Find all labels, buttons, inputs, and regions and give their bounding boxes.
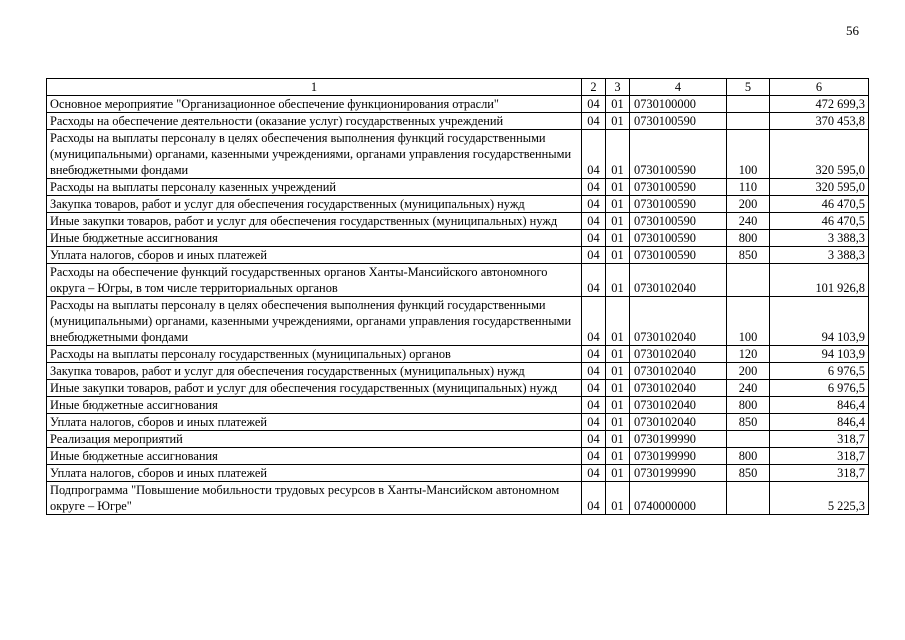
column-number: 3 (606, 79, 630, 96)
expense-type-code: 800 (727, 397, 770, 414)
subsection-code: 01 (606, 196, 630, 213)
column-number: 5 (727, 79, 770, 96)
expense-name: Основное мероприятие "Организационное обеспечение функционирования отрасли" (47, 96, 582, 113)
section-code: 04 (582, 448, 606, 465)
table-row (47, 414, 869, 431)
expense-name: Расходы на выплаты персоналу в целях обеспечения выполнения функций государственными (муниципальными) органами, казенными учреждениями, органами управления государственными внебюджетными фондами (47, 130, 582, 179)
section-code: 04 (582, 482, 606, 515)
expense-name: Реализация мероприятий (47, 431, 582, 448)
table-row (47, 448, 869, 465)
table-row (47, 397, 869, 414)
expense-type-code (727, 264, 770, 297)
subsection-code: 01 (606, 397, 630, 414)
section-code: 04 (582, 130, 606, 179)
target-article-code: 0730102040 (630, 264, 727, 297)
expense-type-code: 110 (727, 179, 770, 196)
section-code: 04 (582, 414, 606, 431)
target-article-code: 0730100590 (630, 179, 727, 196)
expense-name: Расходы на выплаты персоналу государственных (муниципальных) органов (47, 346, 582, 363)
section-code: 04 (582, 297, 606, 346)
subsection-code: 01 (606, 380, 630, 397)
amount: 46 470,5 (770, 196, 869, 213)
amount: 101 926,8 (770, 264, 869, 297)
target-article-code: 0730102040 (630, 397, 727, 414)
amount: 318,7 (770, 448, 869, 465)
expense-type-code: 850 (727, 414, 770, 431)
expense-name: Расходы на обеспечение деятельности (оказание услуг) государственных учреждений (47, 113, 582, 130)
table-row (47, 230, 869, 247)
expense-type-code: 200 (727, 196, 770, 213)
section-code: 04 (582, 96, 606, 113)
expense-type-code: 850 (727, 247, 770, 264)
target-article-code: 0730100590 (630, 196, 727, 213)
target-article-code: 0730102040 (630, 346, 727, 363)
column-number: 6 (770, 79, 869, 96)
subsection-code: 01 (606, 96, 630, 113)
subsection-code: 01 (606, 230, 630, 247)
column-number-row (47, 79, 869, 96)
expense-type-code: 850 (727, 465, 770, 482)
column-number: 2 (582, 79, 606, 96)
subsection-code: 01 (606, 264, 630, 297)
expense-name: Иные бюджетные ассигнования (47, 397, 582, 414)
table-row (47, 465, 869, 482)
section-code: 04 (582, 363, 606, 380)
expense-type-code: 100 (727, 297, 770, 346)
expense-type-code: 240 (727, 213, 770, 230)
amount: 94 103,9 (770, 297, 869, 346)
expense-name: Расходы на выплаты персоналу казенных учреждений (47, 179, 582, 196)
target-article-code: 0730100590 (630, 247, 727, 264)
expense-type-code (727, 113, 770, 130)
table-row (47, 431, 869, 448)
amount: 94 103,9 (770, 346, 869, 363)
section-code: 04 (582, 179, 606, 196)
amount: 318,7 (770, 465, 869, 482)
page-number: 56 (846, 23, 859, 38)
subsection-code: 01 (606, 179, 630, 196)
expense-type-code (727, 96, 770, 113)
section-code: 04 (582, 465, 606, 482)
table-row (47, 346, 869, 363)
expense-name: Расходы на обеспечение функций государственных органов Ханты-Мансийского автономного округа – Югры, в том числе территориальных органов (47, 264, 582, 297)
target-article-code: 0730199990 (630, 465, 727, 482)
target-article-code: 0730199990 (630, 448, 727, 465)
subsection-code: 01 (606, 482, 630, 515)
expense-type-code (727, 482, 770, 515)
subsection-code: 01 (606, 448, 630, 465)
expense-name: Уплата налогов, сборов и иных платежей (47, 465, 582, 482)
section-code: 04 (582, 264, 606, 297)
column-number: 1 (47, 79, 582, 96)
amount: 3 388,3 (770, 230, 869, 247)
section-code: 04 (582, 431, 606, 448)
subsection-code: 01 (606, 247, 630, 264)
target-article-code: 0730100590 (630, 230, 727, 247)
expense-type-code: 120 (727, 346, 770, 363)
expense-type-code: 800 (727, 448, 770, 465)
amount: 3 388,3 (770, 247, 869, 264)
expense-name: Подпрограмма "Повышение мобильности трудовых ресурсов в Ханты-Мансийском автономном округе – Югре" (47, 482, 582, 515)
amount: 320 595,0 (770, 130, 869, 179)
table-row (47, 113, 869, 130)
expense-type-code (727, 431, 770, 448)
expense-name: Уплата налогов, сборов и иных платежей (47, 247, 582, 264)
expense-name: Иные бюджетные ассигнования (47, 448, 582, 465)
amount: 846,4 (770, 414, 869, 431)
target-article-code: 0730102040 (630, 414, 727, 431)
target-article-code: 0730100000 (630, 96, 727, 113)
subsection-code: 01 (606, 363, 630, 380)
section-code: 04 (582, 397, 606, 414)
section-code: 04 (582, 380, 606, 397)
target-article-code: 0730102040 (630, 363, 727, 380)
subsection-code: 01 (606, 414, 630, 431)
subsection-code: 01 (606, 213, 630, 230)
expense-type-code: 240 (727, 380, 770, 397)
amount: 318,7 (770, 431, 869, 448)
subsection-code: 01 (606, 346, 630, 363)
amount: 846,4 (770, 397, 869, 414)
amount: 320 595,0 (770, 179, 869, 196)
amount: 370 453,8 (770, 113, 869, 130)
expense-type-code: 100 (727, 130, 770, 179)
target-article-code: 0730100590 (630, 113, 727, 130)
expense-name: Расходы на выплаты персоналу в целях обеспечения выполнения функций государственными (муниципальными) органами, казенными учреждениями, органами управления государственными внебюджетными фондами (47, 297, 582, 346)
expense-type-code: 800 (727, 230, 770, 247)
table-row (47, 196, 869, 213)
amount: 46 470,5 (770, 213, 869, 230)
target-article-code: 0740000000 (630, 482, 727, 515)
target-article-code: 0730100590 (630, 130, 727, 179)
expense-name: Иные закупки товаров, работ и услуг для обеспечения государственных (муниципальных) нужд (47, 380, 582, 397)
expense-name: Иные бюджетные ассигнования (47, 230, 582, 247)
expense-name: Закупка товаров, работ и услуг для обеспечения государственных (муниципальных) нужд (47, 363, 582, 380)
section-code: 04 (582, 346, 606, 363)
amount: 6 976,5 (770, 363, 869, 380)
expense-name: Закупка товаров, работ и услуг для обеспечения государственных (муниципальных) нужд (47, 196, 582, 213)
target-article-code: 0730102040 (630, 380, 727, 397)
budget-table (46, 78, 869, 515)
amount: 5 225,3 (770, 482, 869, 515)
expense-name: Иные закупки товаров, работ и услуг для обеспечения государственных (муниципальных) нужд (47, 213, 582, 230)
target-article-code: 0730100590 (630, 213, 727, 230)
section-code: 04 (582, 230, 606, 247)
target-article-code: 0730199990 (630, 431, 727, 448)
section-code: 04 (582, 113, 606, 130)
section-code: 04 (582, 247, 606, 264)
table-row (47, 363, 869, 380)
expense-type-code: 200 (727, 363, 770, 380)
amount: 6 976,5 (770, 380, 869, 397)
column-number: 4 (630, 79, 727, 96)
subsection-code: 01 (606, 465, 630, 482)
subsection-code: 01 (606, 113, 630, 130)
table-row (47, 380, 869, 397)
subsection-code: 01 (606, 130, 630, 179)
table-row (47, 130, 869, 179)
subsection-code: 01 (606, 297, 630, 346)
amount: 472 699,3 (770, 96, 869, 113)
table-row (47, 297, 869, 346)
table-row (47, 96, 869, 113)
section-code: 04 (582, 213, 606, 230)
table-row (47, 179, 869, 196)
table-row (47, 247, 869, 264)
expense-name: Уплата налогов, сборов и иных платежей (47, 414, 582, 431)
section-code: 04 (582, 196, 606, 213)
subsection-code: 01 (606, 431, 630, 448)
target-article-code: 0730102040 (630, 297, 727, 346)
table-row (47, 213, 869, 230)
table-row (47, 264, 869, 297)
table-row (47, 482, 869, 515)
